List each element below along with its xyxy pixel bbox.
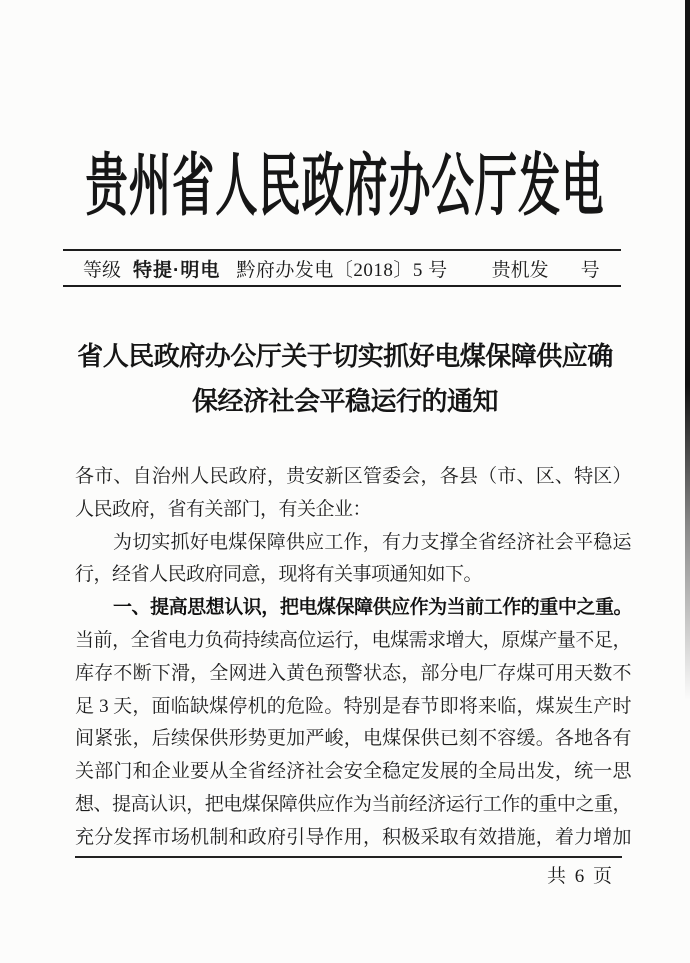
body-text-line: 间紧张，后续保供形势更加严峻，电煤保供已刻不容缓。各地各有 [75,728,631,750]
body-text-line: 关部门和企业要从全省经济社会安全稳定发展的全局出发，统一思 [75,761,631,783]
grade-label: 等级 [83,259,122,281]
body-text-line: 想、提高认识，把电煤保障供应作为当前经济运行工作的重中之重， [75,793,631,815]
body-text-line: 为切实抓好电煤保障供应工作，有力支撑全省经济社会平稳运 [113,531,631,553]
body-text-line: 一、提高思想认识，把电煤保障供应作为当前工作的重中之重。 [113,597,631,619]
document-title-line-2: 保经济社会平稳运行的通知 [191,387,498,416]
document-body [75,461,631,855]
body-text-line: 当前，全省电力负荷持续高位运行，电煤需求增大，原煤产量不足， [75,629,631,651]
masthead-title: 贵州省人民政府办公厅发电 [85,148,605,224]
header-band [63,249,621,287]
body-text-line: 各市、自治州人民政府，贵安新区管委会，各县（市、区、特区） [75,466,631,487]
body-text-line: 行，经省人民政府同意，现将有关事项通知如下。 [75,564,483,586]
body-text-line: 人民政府，省有关部门，有关企业： [75,498,372,520]
issuer-label: 贵机发 [491,259,549,281]
document-number: 黔府办发电〔2018〕5 号 [236,259,448,281]
page-count: 共 6 页 [546,866,614,887]
masthead [0,148,690,224]
footer-rule [75,856,622,858]
grade-value: 特提·明电 [133,259,221,281]
body-text-line: 足 3 天，面临缺煤停机的危险。特别是春节即将来临，煤炭生产时 [75,695,631,717]
body-text-line: 库存不断下滑，全网进入黄色预警状态，部分电厂存煤可用天数不 [75,662,631,684]
issuer-number-suffix: 号 [580,259,600,281]
document-title-line-1: 省人民政府办公厅关于切实抓好电煤保障供应确 [77,342,613,371]
document-title [0,334,690,424]
body-text-line: 充分发挥市场机制和政府引导作用，积极采取有效措施，着力增加 [75,826,631,848]
